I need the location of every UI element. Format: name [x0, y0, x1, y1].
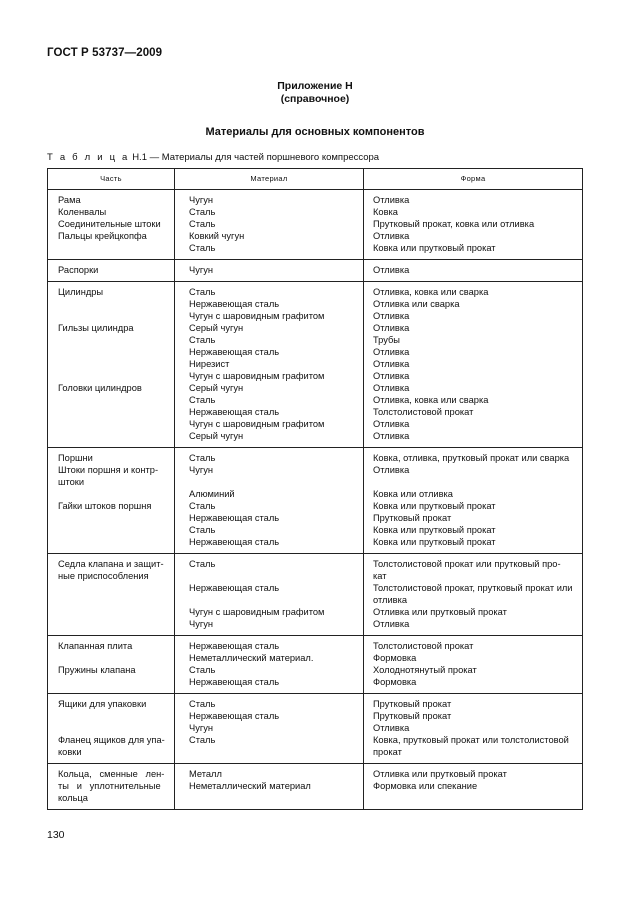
- material-cell: [175, 260, 364, 282]
- form-cell-line: Отливка, ковка или сварка: [373, 395, 489, 405]
- material-cell-line: Чугун: [189, 195, 214, 205]
- table-header-row: [48, 169, 583, 190]
- material-cell-line: Сталь: [189, 501, 216, 511]
- table-row: [48, 554, 583, 636]
- part-cell-line: [58, 310, 170, 322]
- part-cell-line: кольца: [58, 793, 88, 803]
- part-cell-line: [58, 722, 170, 734]
- document-code: ГОСТ Р 53737—2009: [47, 47, 163, 59]
- material-cell-line: Сталь: [189, 559, 216, 569]
- material-cell-line: Серый чугун: [189, 383, 244, 393]
- form-cell-line: [373, 792, 576, 804]
- table-row: [48, 282, 583, 448]
- form-cell: [364, 636, 583, 694]
- material-cell-line: Нержавеющая сталь: [189, 583, 280, 593]
- material-cell: [175, 554, 364, 636]
- form-cell-line: Отливка: [373, 619, 410, 629]
- form-cell-line: Ковка: [373, 207, 398, 217]
- part-cell: [48, 448, 175, 554]
- form-cell-line: Отливка: [373, 371, 410, 381]
- part-cell-line: [58, 582, 170, 594]
- part-cell-line: Поршни: [58, 453, 93, 463]
- part-cell-line: [58, 298, 170, 310]
- material-cell-line: Сталь: [189, 699, 216, 709]
- material-cell-line: Сталь: [189, 395, 216, 405]
- material-cell-line: Нирезист: [189, 359, 230, 369]
- material-cell-line: Чугун: [189, 619, 214, 629]
- material-cell-line: Сталь: [189, 735, 216, 745]
- form-cell-line: Ковка или прутковый прокат: [373, 243, 496, 253]
- page-number: 130: [47, 829, 65, 841]
- table-body: [48, 190, 583, 810]
- form-cell-line: Отливка или прутковый прокат: [373, 769, 507, 779]
- part-cell-line: Соединительные штоки: [58, 219, 161, 229]
- form-cell-line: Формовка или спекание: [373, 781, 478, 791]
- material-cell-line: Нержавеющая сталь: [189, 677, 280, 687]
- header-part: Часть: [48, 169, 175, 190]
- part-cell: [48, 636, 175, 694]
- form-cell-line: Толстолистовой прокат, прутковый прокат или: [373, 583, 573, 593]
- form-cell-line: Трубы: [373, 335, 400, 345]
- form-cell: [364, 260, 583, 282]
- form-cell-line: прокат: [373, 747, 402, 757]
- form-cell-line: Отливка: [373, 431, 410, 441]
- form-cell: [364, 694, 583, 764]
- part-cell-line: штоки: [58, 477, 85, 487]
- form-cell-line: Прутковый прокат: [373, 513, 452, 523]
- form-cell-line: Формовка: [373, 653, 417, 663]
- material-cell-line: [189, 570, 357, 582]
- form-cell-line: Отливка: [373, 323, 410, 333]
- part-cell: [48, 764, 175, 810]
- form-cell-line: Толстолистовой прокат: [373, 641, 474, 651]
- form-cell-line: кат: [373, 571, 387, 581]
- table-caption-label: Т а б л и ц а: [47, 152, 130, 163]
- appendix-title: Приложение Н: [277, 80, 353, 92]
- form-cell-line: [373, 476, 576, 488]
- form-cell-line: Отливка: [373, 383, 410, 393]
- form-cell-line: Отливка: [373, 231, 410, 241]
- material-cell-line: [189, 746, 357, 758]
- part-cell: [48, 260, 175, 282]
- form-cell-line: Толстолистовой прокат: [373, 407, 474, 417]
- material-cell-line: Нержавеющая сталь: [189, 299, 280, 309]
- form-cell-line: Отливка: [373, 723, 410, 733]
- material-cell-line: Ковкий чугун: [189, 231, 245, 241]
- material-cell: [175, 448, 364, 554]
- form-cell-line: Ковка или прутковый прокат: [373, 501, 496, 511]
- appendix-heading: [0, 80, 630, 106]
- part-cell: [48, 190, 175, 260]
- material-cell-line: Металл: [189, 769, 222, 779]
- part-cell-line: Ящики для упаковки: [58, 699, 147, 709]
- material-cell-line: Нержавеющая сталь: [189, 513, 280, 523]
- part-cell-line: [58, 652, 170, 664]
- material-cell-line: Сталь: [189, 219, 216, 229]
- part-cell-line: Гильзы цилиндра: [58, 323, 134, 333]
- part-cell-line: ковки: [58, 747, 82, 757]
- part-cell-line: ты и уплотнительные: [58, 781, 161, 791]
- part-cell-line: ные приспособления: [58, 571, 149, 581]
- part-cell-line: Кольца, сменные лен-: [58, 769, 165, 779]
- form-cell-line: Прутковый прокат: [373, 699, 452, 709]
- material-cell-line: Чугун: [189, 465, 214, 475]
- material-cell-line: Неметаллический материал: [189, 781, 311, 791]
- material-cell-line: [189, 792, 357, 804]
- form-cell: [364, 190, 583, 260]
- part-cell-line: [58, 676, 170, 688]
- material-cell-line: Сталь: [189, 243, 216, 253]
- material-cell-line: [189, 594, 357, 606]
- part-cell-line: [58, 524, 170, 536]
- part-cell: [48, 554, 175, 636]
- part-cell-line: [58, 406, 170, 418]
- part-cell-line: [58, 346, 170, 358]
- part-cell: [48, 694, 175, 764]
- header-material: Материал: [175, 169, 364, 190]
- form-cell: [364, 282, 583, 448]
- form-cell-line: Отливка, ковка или сварка: [373, 287, 489, 297]
- form-cell-line: Ковка или отливка: [373, 489, 453, 499]
- material-cell: [175, 636, 364, 694]
- part-cell-line: [58, 536, 170, 548]
- form-cell-line: Отливка: [373, 195, 410, 205]
- material-cell: [175, 190, 364, 260]
- form-cell: [364, 554, 583, 636]
- material-cell-line: Алюминий: [189, 489, 235, 499]
- material-cell-line: Сталь: [189, 525, 216, 535]
- part-cell-line: [58, 394, 170, 406]
- form-cell-line: Холоднотянутый прокат: [373, 665, 477, 675]
- part-cell-line: [58, 512, 170, 524]
- material-cell-line: Сталь: [189, 207, 216, 217]
- table-row: [48, 764, 583, 810]
- form-cell-line: Толстолистовой прокат или прутковый про-: [373, 559, 561, 569]
- form-cell-line: Формовка: [373, 677, 417, 687]
- material-cell-line: Серый чугун: [189, 323, 244, 333]
- material-cell-line: Сталь: [189, 453, 216, 463]
- material-cell-line: Сталь: [189, 287, 216, 297]
- material-cell-line: Чугун: [189, 723, 214, 733]
- part-cell: [48, 282, 175, 448]
- material-cell-line: Нержавеющая сталь: [189, 711, 280, 721]
- material-cell: [175, 764, 364, 810]
- part-cell-line: Распорки: [58, 265, 99, 275]
- appendix-subtitle: (справочное): [280, 93, 350, 105]
- form-cell-line: Прутковый прокат: [373, 711, 452, 721]
- material-cell-line: Нержавеющая сталь: [189, 347, 280, 357]
- form-cell-line: Отливка: [373, 419, 410, 429]
- form-cell-line: Отливка: [373, 265, 410, 275]
- part-cell-line: [58, 370, 170, 382]
- form-cell-line: отливка: [373, 595, 408, 605]
- table-row: [48, 260, 583, 282]
- part-cell-line: [58, 358, 170, 370]
- form-cell-line: Отливка: [373, 311, 410, 321]
- material-cell: [175, 694, 364, 764]
- material-cell-line: Чугун с шаровидным графитом: [189, 371, 325, 381]
- material-cell-line: Чугун с шаровидным графитом: [189, 607, 325, 617]
- part-cell-line: Рама: [58, 195, 81, 205]
- material-cell-line: Нержавеющая сталь: [189, 407, 280, 417]
- table-caption-text: Н.1 — Материалы для частей поршневого компрессора: [132, 152, 380, 163]
- part-cell-line: [58, 710, 170, 722]
- part-cell-line: [58, 488, 170, 500]
- form-cell: [364, 764, 583, 810]
- material-cell-line: Чугун с шаровидным графитом: [189, 311, 325, 321]
- part-cell-line: [58, 618, 170, 630]
- form-cell-line: Отливка: [373, 347, 410, 357]
- table-row: [48, 694, 583, 764]
- form-cell-line: Отливка или прутковый прокат: [373, 607, 507, 617]
- material-cell-line: Нержавеющая сталь: [189, 537, 280, 547]
- header-form: Форма: [364, 169, 583, 190]
- part-cell-line: Гайки штоков поршня: [58, 501, 152, 511]
- part-cell-line: [58, 430, 170, 442]
- part-cell-line: [58, 418, 170, 430]
- table-row: [48, 636, 583, 694]
- material-cell-line: Сталь: [189, 665, 216, 675]
- part-cell-line: Коленвалы: [58, 207, 107, 217]
- part-cell-line: Пальцы крейцкопфа: [58, 231, 147, 241]
- form-cell-line: Отливка: [373, 465, 410, 475]
- part-cell-line: Фланец ящиков для упа-: [58, 735, 165, 745]
- material-cell-line: Серый чугун: [189, 431, 244, 441]
- material-cell: [175, 282, 364, 448]
- part-cell-line: [58, 334, 170, 346]
- material-cell-line: [189, 476, 357, 488]
- form-cell-line: Ковка или прутковый прокат: [373, 537, 496, 547]
- form-cell-line: Отливка: [373, 359, 410, 369]
- part-cell-line: [58, 606, 170, 618]
- materials-table: [47, 168, 583, 810]
- part-cell-line: Пружины клапана: [58, 665, 136, 675]
- part-cell-line: Головки цилиндров: [58, 383, 142, 393]
- material-cell-line: Неметаллический материал.: [189, 653, 314, 663]
- table-row: [48, 448, 583, 554]
- table-row: [48, 190, 583, 260]
- form-cell-line: Ковка, отливка, прутковый прокат или сварка: [373, 453, 570, 463]
- material-cell-line: Нержавеющая сталь: [189, 641, 280, 651]
- part-cell-line: Клапанная плита: [58, 641, 133, 651]
- form-cell-line: Ковка, прутковый прокат или толстолистовой: [373, 735, 569, 745]
- form-cell: [364, 448, 583, 554]
- part-cell-line: Цилиндры: [58, 287, 104, 297]
- part-cell-line: [58, 242, 170, 254]
- form-cell-line: Прутковый прокат, ковка или отливка: [373, 219, 535, 229]
- material-cell-line: Сталь: [189, 335, 216, 345]
- section-title: Материалы для основных компонентов: [205, 126, 425, 138]
- material-cell-line: Чугун с шаровидным графитом: [189, 419, 325, 429]
- form-cell-line: Отливка или сварка: [373, 299, 460, 309]
- part-cell-line: [58, 594, 170, 606]
- material-cell-line: Чугун: [189, 265, 214, 275]
- table-caption: [47, 152, 379, 163]
- form-cell-line: Ковка или прутковый прокат: [373, 525, 496, 535]
- part-cell-line: Штоки поршня и контр-: [58, 465, 159, 475]
- part-cell-line: Седла клапана и защит-: [58, 559, 164, 569]
